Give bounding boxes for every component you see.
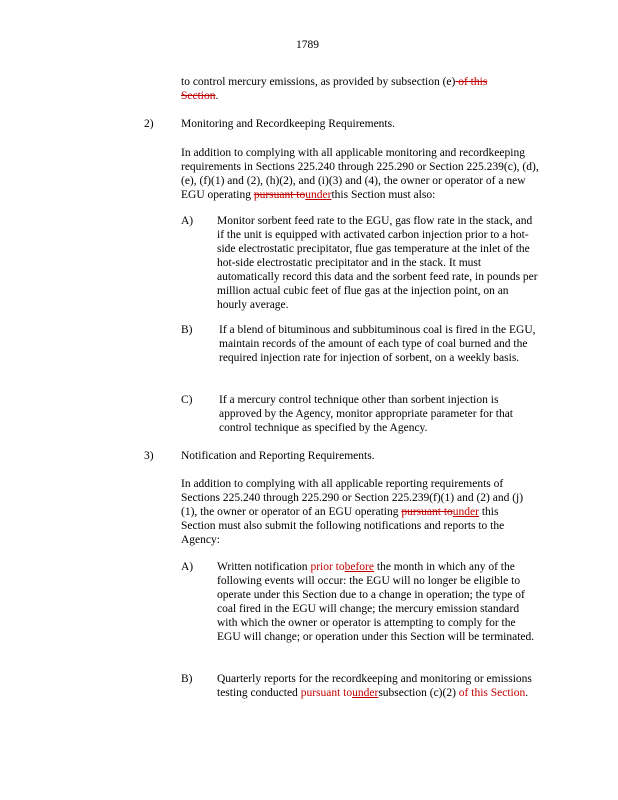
- item-label: B): [181, 324, 193, 336]
- item-label: C): [181, 394, 193, 406]
- section-2-number: 2): [144, 118, 154, 130]
- item-text-end: the month in which any of the following events will occur: the EGU will no longer be eligible to operate under this Section due to a change in operation; the type of coal fired in the EGU will change; the mercury emission standard with which the owner or operator is attempting to comply for the EGU will change; or operation under this Section will be terminated.: [217, 561, 535, 643]
- inserted-text: before: [344, 561, 374, 573]
- continuation-main: to control mercury emissions, as provided by subsection (e): [181, 76, 456, 88]
- section-3-intro-text: In addition to complying with all applicable reporting requirements of Sections 225.240 through 225.290 or Section 225.239(f)(1) and (2) and (j)(1), the owner or operator of an EGU operating: [181, 478, 524, 518]
- item-text: [217, 672, 539, 700]
- section-3-heading: Notification and Reporting Requirements.: [181, 450, 375, 462]
- item-label: A): [181, 561, 194, 573]
- section-2-intro: [181, 146, 543, 202]
- inserted-text: under: [352, 687, 379, 699]
- inserted-text: under: [305, 189, 332, 201]
- item-text-start: Written notification: [217, 561, 311, 573]
- section-3-number: 3): [144, 450, 154, 462]
- page-number: 1789: [296, 39, 319, 51]
- section-2-intro-text: In addition to complying with all applicable monitoring and recordkeeping requirements in Sections 225.240 through 225.290 or Section 225.239(c), (d), (e), (f)(1) and (2), (h)(2), and (i)(3) and (4), the owner or operator of a new EGU operating: [181, 147, 539, 201]
- continuation-end: .: [215, 90, 219, 102]
- section-2-intro-end: this Section must also:: [331, 189, 436, 201]
- changed-text: prior to: [310, 561, 345, 573]
- section-3-intro: [181, 477, 526, 547]
- deleted-text: of this Section: [181, 76, 488, 102]
- item-text: [217, 560, 539, 644]
- item-text-mid: subsection (c)(2): [378, 687, 459, 699]
- item-text: If a blend of bituminous and subbituminous coal is fired in the EGU, maintain records of the amount of each type of coal burned and the required injection rate for injection of sorbent, on a weekly basis.: [219, 324, 536, 364]
- changed-text: of this Section: [458, 687, 526, 699]
- deleted-text: pursuant to: [401, 506, 453, 518]
- item-label: B): [181, 673, 193, 685]
- section-3-intro-end: this Section must also submit the following notifications and reports to the Agency:: [181, 506, 505, 546]
- item-text-end: .: [525, 687, 529, 699]
- inserted-text: under: [452, 506, 479, 518]
- changed-text: pursuant to: [300, 687, 353, 699]
- continuation-text: [181, 75, 526, 103]
- item-text: If a mercury control technique other than sorbent injection is approved by the Agency, monitor appropriate parameter for that control technique as specified by the Agency.: [219, 394, 513, 434]
- item-label: A): [181, 215, 194, 227]
- deleted-text: pursuant to: [253, 189, 306, 201]
- item-text-start: Quarterly reports for the recordkeeping and monitoring or emissions testing conducted: [217, 673, 532, 699]
- item-text: Monitor sorbent feed rate to the EGU, gas flow rate in the stack, and if the unit is equipped with activated carbon injection prior to a hot-side electrostatic precipitator, flue gas temperature at the inlet of the hot-side electrostatic precipitator and in the stack. It must automatically record this data and the sorbent feed rate, in pounds per million actual cubic feet of flue gas at the injection point, on an hourly average.: [217, 215, 538, 311]
- section-2-heading: Monitoring and Recordkeeping Requirements.: [181, 118, 395, 130]
